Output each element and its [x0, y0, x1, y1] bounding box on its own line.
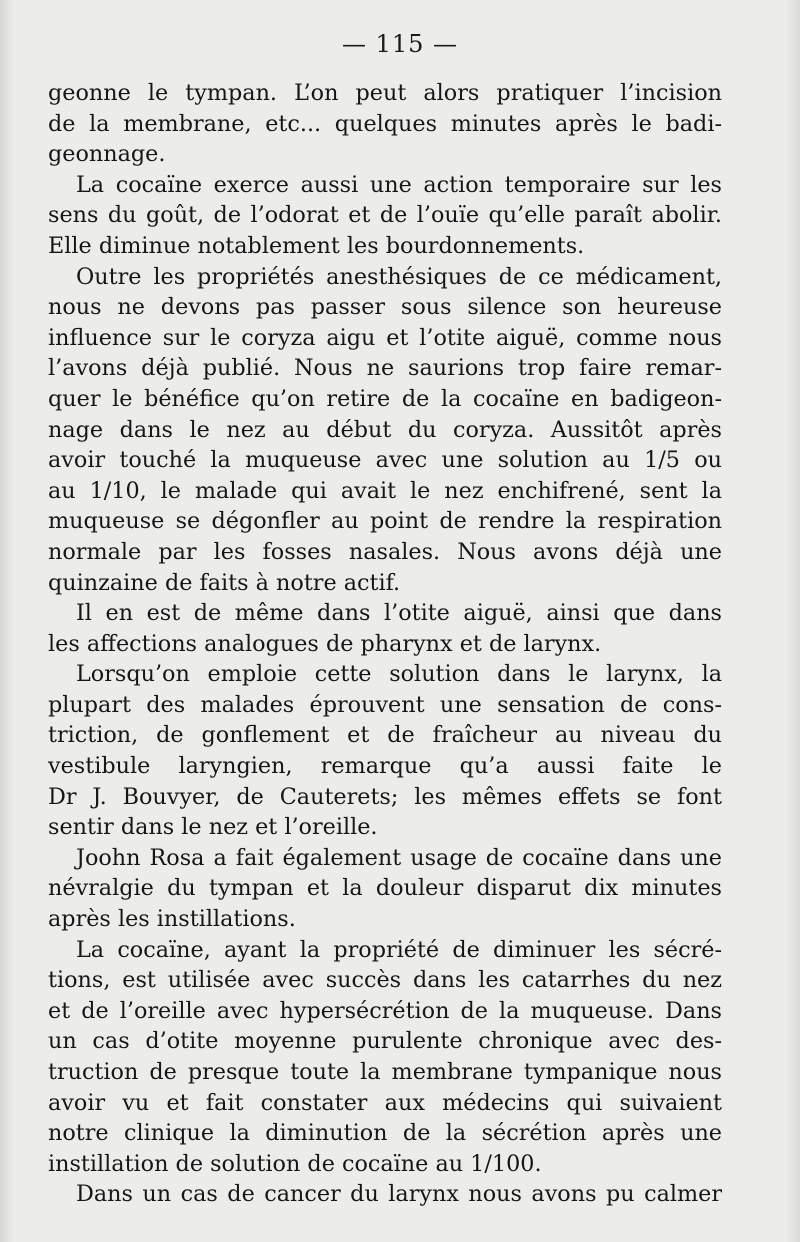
text-line: après les instillations. — [48, 906, 296, 933]
text-line: Dr J. Bouvyer, de Cauterets; les mêmes effets se font — [48, 783, 722, 810]
text-line: les affections analogues de pharynx et de larynx. — [48, 630, 602, 657]
text-line: truction de presque toute la membrane tympanique nous — [48, 1059, 722, 1085]
text-line: névralgie du tympan et la douleur disparut dix minutes — [48, 875, 722, 902]
text-line: avoir vu et fait constater aux médecins qui suivaient — [48, 1089, 722, 1116]
text-line: Joohn Rosa a fait également usage de cocaïne dans une — [76, 844, 722, 871]
text-line: La cocaïne exerce aussi une action temporaire sur les — [76, 171, 722, 198]
text-line: La cocaïne, ayant la propriété de diminuer les sécré- — [76, 936, 722, 963]
text-line: Elle diminue notablement les bourdonnements. — [48, 232, 585, 259]
text-line: instillation de solution de cocaïne au 1/100. — [48, 1150, 542, 1177]
text-line: quer le bénéfice qu’on retire de la cocaïne en badigeon- — [48, 385, 722, 412]
page-edge-shadow-right — [786, 0, 800, 1242]
text-line: sentir dans le nez et l’oreille. — [48, 814, 378, 841]
text-line: de la membrane, etc... quelques minutes après le badi- — [48, 110, 722, 137]
text-line: tions, est utilisée avec succès dans les catarrhes du nez — [48, 967, 722, 994]
text-line: geonnage. — [48, 141, 166, 168]
text-line: et de l’oreille avec hypersécrétion de la muqueuse. Dans — [48, 997, 722, 1024]
text-line: un cas d’otite moyenne purulente chronique avec des- — [48, 1028, 722, 1055]
text-line: sens du goût, de l’odorat et de l’ouïe qu’elle paraît abolir. — [48, 202, 722, 229]
text-line: nage dans le nez au début du coryza. Aussitôt après — [48, 416, 722, 443]
text-line: geonne le tympan. L’on peut alors pratiquer l’incision — [48, 80, 722, 106]
text-line: avoir touché la muqueuse avec une solution au 1/5 ou — [48, 447, 722, 474]
text-line: Lorsqu’on emploie cette solution dans le larynx, la — [76, 661, 722, 688]
page-number: — 115 — — [341, 30, 459, 58]
body-text — [48, 78, 722, 1210]
text-line: quinzaine de faits à notre actif. — [48, 569, 401, 596]
text-line: Dans un cas de cancer du larynx nous avons pu calmer — [76, 1181, 722, 1208]
text-line: notre clinique la diminution de la sécrétion après une — [48, 1120, 722, 1147]
text-line: l’avons déjà publié. Nous ne saurions trop faire remar- — [48, 355, 722, 382]
text-line: vestibule laryngien, remarque qu’a aussi faite le — [48, 753, 722, 780]
text-line: influence sur le coryza aigu et l’otite aiguë, comme nous — [48, 324, 722, 351]
text-line: Il en est de même dans l’otite aiguë, ainsi que dans — [76, 600, 722, 627]
page-edge-shadow-left — [0, 0, 14, 1242]
text-line: au 1/10, le malade qui avait le nez enchifrené, sent la — [48, 477, 722, 504]
text-line: triction, de gonflement et de fraîcheur au niveau du — [48, 722, 722, 749]
text-line: normale par les fosses nasales. Nous avons déjà une — [48, 538, 722, 565]
text-line: plupart des malades éprouvent une sensation de cons- — [48, 691, 722, 718]
text-line: muqueuse se dégonfler au point de rendre la respiration — [48, 508, 722, 535]
text-line: nous ne devons pas passer sous silence son heureuse — [48, 294, 722, 321]
text-line: Outre les propriétés anesthésiques de ce médicament, — [76, 263, 722, 290]
